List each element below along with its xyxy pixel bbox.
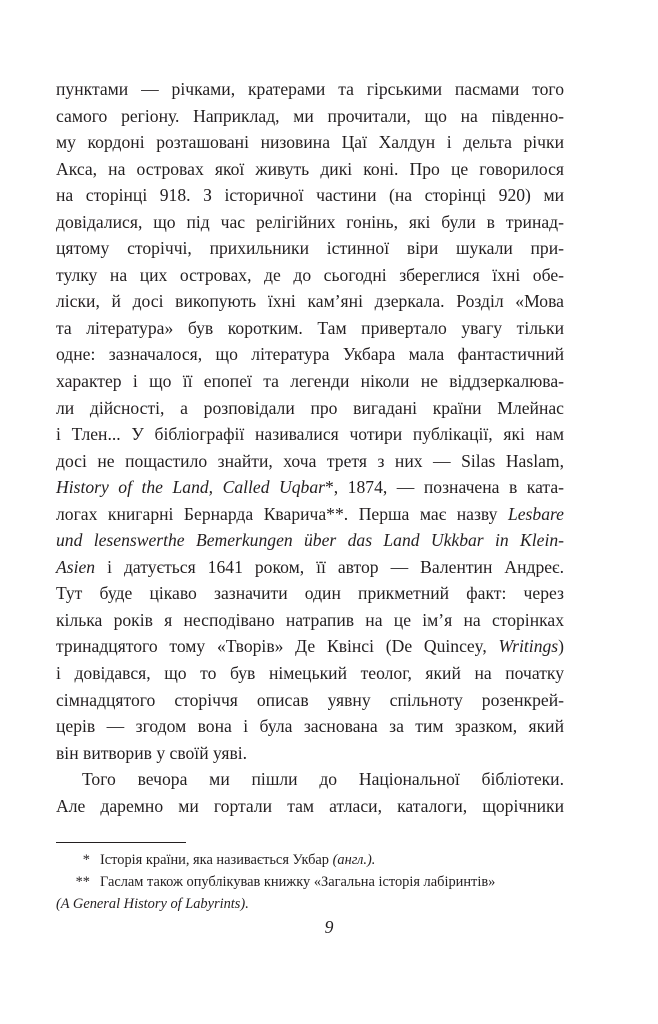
text-line: Але даремно ми гортали там атласи, каталоги, щорічники [56, 795, 564, 816]
footnotes [56, 849, 564, 915]
text-line: на сторінці 918. З історичної частини (на сторінці 920) ми [56, 185, 564, 206]
text-line: церів — згодом вона і була заснована за тим зразком, який [56, 716, 564, 737]
footnote-text: Гаслам також опублікував книжку «Загальна історія лабіринтів» [100, 874, 496, 890]
page-number: 9 [324, 917, 334, 937]
text-line: і довідався, що то був німецький теолог, який на початку [56, 663, 564, 684]
text-line: Того вечора ми пішли до Національної бібліотеки. [82, 769, 564, 790]
text-line: тулку на цих островах, де до сьогодні збереглися їхні обе- [56, 264, 564, 285]
text-line: характер і що її епопеї та легенди ніколи не віддзеркалюва- [56, 371, 564, 392]
text-line: цятому сторіччі, прихильники істинної віри шукали при- [56, 238, 564, 259]
footnote-italic: (A General History of Labyrints). [56, 896, 249, 912]
text-span: і датується 1641 роком, її автор — Валентин Андреє. [95, 556, 564, 577]
footnote-divider [56, 842, 186, 843]
italic-title: Lesbare [507, 503, 564, 524]
text-line [56, 554, 564, 581]
text-line: самого регіону. Наприклад, ми прочитали, що на південно- [56, 105, 564, 126]
italic-title: Asien [56, 556, 96, 577]
text-line: одне: зазначалося, що література Укбара мала фантастичний [56, 344, 564, 365]
text-line: ліски, й досі викопують їхні кам’яні дзеркала. Розділ «Мова [56, 291, 564, 312]
text-line [56, 633, 564, 660]
footnote-2-continuation [56, 893, 564, 915]
text-span: *, 1874, — позначена в ката- [324, 477, 564, 498]
text-line: ли дійсності, а розповідали про вигадані країни Млейнас [56, 397, 564, 418]
text-line: і Тлен... У бібліографії називалися чотири публікації, які нам [56, 424, 564, 445]
text-span: ) [558, 636, 564, 657]
body-text [56, 76, 564, 819]
footnote-italic: (англ.). [332, 852, 376, 868]
footnote-marker: ** [75, 874, 90, 890]
footnote-marker: * [82, 852, 90, 868]
text-line: він витворив у своїй уяві. [56, 742, 248, 763]
italic-title: und lesenswerthe Bemerkungen über das Land Ukkbar in Klein- [56, 530, 564, 551]
text-line [56, 501, 564, 528]
text-line: му кордоні розташовані низовина Цаї Халдун і дельта річки [56, 132, 564, 153]
italic-title: Writings [498, 636, 559, 657]
footnote-1 [56, 849, 564, 871]
text-line: пунктами — річками, кратерами та гірськими пасмами того [56, 79, 564, 99]
text-line: Акса, на островах якої живуть дикі коні. Про це говорилося [56, 158, 564, 179]
text-line: Тут буде цікаво зазначити один прикметний факт: через [56, 583, 564, 604]
footnote-text: Історія країни, яка називається Укбар [100, 852, 333, 868]
text-span: логах книгарні Бернарда Кварича**. Перша має назву [56, 503, 508, 524]
text-line: та література» був коротким. Там привертало увагу тільки [56, 317, 564, 338]
text-line: досі не пощастило знайти, хоча третя з них — Silas Haslam, [56, 450, 564, 471]
text-line: довідалися, що під час релігійних гонінь, які були в тринад- [56, 211, 564, 232]
text-line [56, 474, 564, 501]
text-line: сімнадцятого сторіччя описав уявну спільноту розенкрей- [56, 689, 564, 710]
footnote-2 [56, 871, 564, 893]
text-line [56, 527, 564, 554]
italic-title: History of the Land, Called Uqbar [56, 477, 325, 498]
text-span: тринадцятого тому «Творів» Де Квінсі (De Quincey, [56, 636, 499, 657]
text-line: кілька років я несподівано натрапив на це ім’я на сторінках [56, 609, 564, 630]
